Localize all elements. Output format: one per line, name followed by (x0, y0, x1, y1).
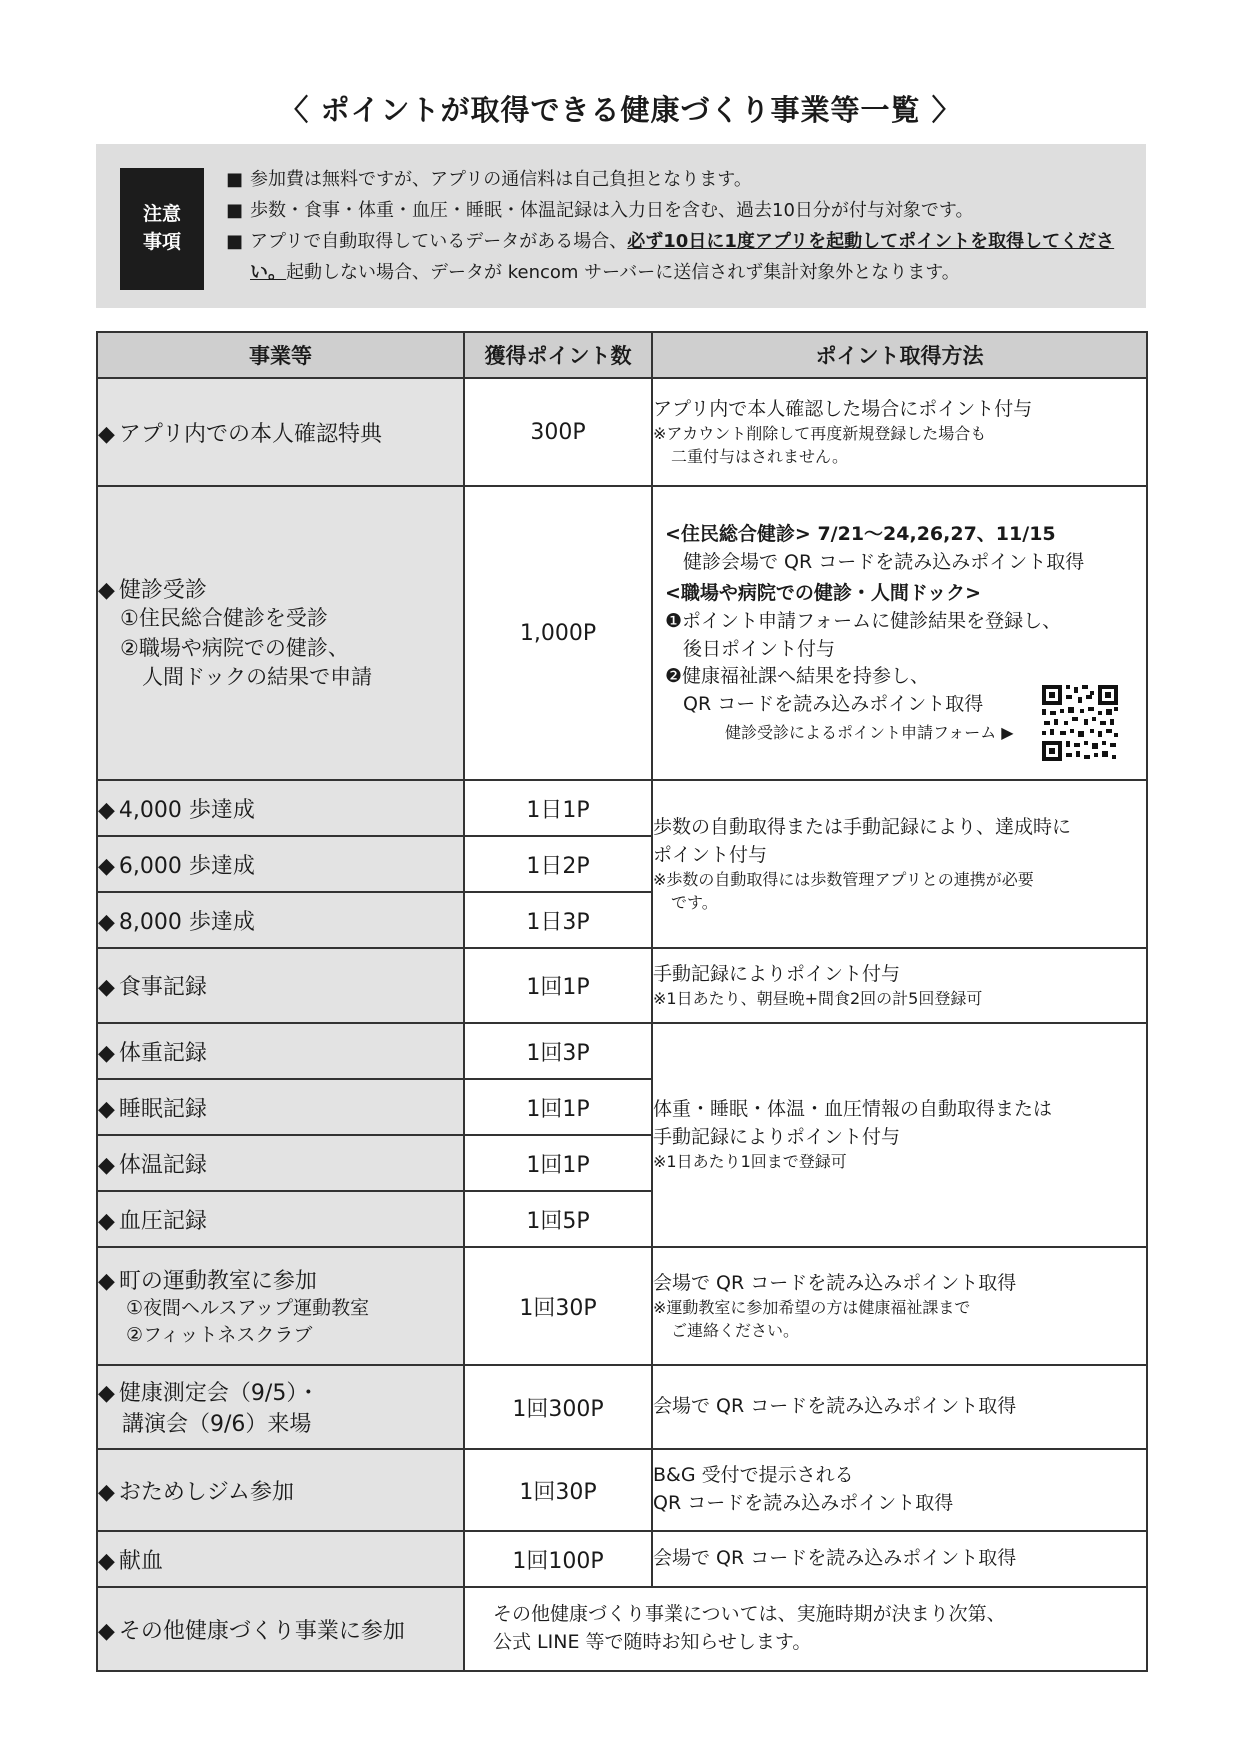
item-name-cell (97, 1023, 464, 1079)
notice-label-line2: 事項 (142, 231, 181, 253)
notice-label-line1: 注意 (142, 203, 181, 226)
method-cell (464, 1587, 1147, 1671)
item-name-cell (97, 1247, 464, 1365)
method-text: B&G 受付で提示される (653, 1464, 854, 1487)
diamond-icon: ◆ (98, 1268, 115, 1294)
table-row (97, 1023, 1147, 1079)
square-bullet-icon: ■ (226, 169, 244, 190)
item-name: 体重記録 (118, 1040, 207, 1066)
points-cell: 1日1P (464, 780, 652, 836)
points-cell: 1回1P (464, 948, 652, 1023)
method-text: QR コードを読み込みポイント取得 (653, 1492, 954, 1514)
method-text: 手動記録によりポイント付与 (653, 962, 901, 985)
diamond-icon: ◆ (98, 1208, 115, 1234)
item-name-cell (97, 1079, 464, 1135)
points-cell: 1回300P (464, 1365, 652, 1449)
item-sub: 人間ドックの結果で申請 (142, 665, 373, 690)
method-text: 公式 LINE 等で随時お知らせします。 (493, 1631, 812, 1653)
method-heading: <職場や病院での健診・人間ドック> (665, 582, 982, 605)
notice-emphasis: 必ず10日に1度アプリを起動してポイントを取得してください。 (250, 231, 1115, 283)
points-cell: 1回1P (464, 1079, 652, 1135)
method-cell (652, 1449, 1147, 1531)
table-header-row (97, 332, 1147, 378)
header-cell: 獲得ポイント数 (464, 332, 652, 378)
table-row (97, 378, 1147, 486)
notice-text: 参加費は無料ですが、アプリの通信料は自己負担となります。 (250, 169, 752, 190)
item-name-cell (97, 1531, 464, 1587)
item-name-cell (97, 1365, 464, 1449)
diamond-icon: ◆ (98, 421, 115, 447)
diamond-icon: ◆ (98, 1096, 115, 1122)
notice-box (96, 144, 1146, 308)
notice-items (226, 164, 1136, 288)
points-table (96, 331, 1148, 1672)
points-cell: 1日2P (464, 836, 652, 892)
item-sub: ①住民総合健診を受診 (120, 606, 328, 631)
diamond-icon: ◆ (98, 909, 115, 935)
method-text: 健診会場で QR コードを読み込みポイント取得 (683, 550, 1085, 573)
method-cell: 会場で QR コードを読み込みポイント取得 (652, 1365, 1147, 1449)
diamond-icon: ◆ (98, 1040, 115, 1066)
method-note: ※1日あたり、朝昼晩+間食2回の計5回登録可 (653, 989, 983, 1009)
points-cell: 1回1P (464, 1135, 652, 1191)
points-cell: 1回30P (464, 1449, 652, 1531)
header-cell: 事業等 (97, 332, 464, 378)
method-cell (652, 948, 1147, 1023)
page-title: 〈 ポイントが取得できる健康づくり事業等一覧 〉 (279, 93, 962, 127)
diamond-icon: ◆ (98, 1381, 115, 1406)
method-text: 手動記録によりポイント付与 (653, 1125, 901, 1148)
method-text: 後日ポイント付与 (683, 637, 836, 660)
method-note: 二重付与はされません。 (671, 446, 848, 466)
method-heading: <住民総合健診> 7/21～24,26,27、11/15 (665, 523, 1056, 546)
table-row (97, 486, 1147, 780)
qr-code-icon[interactable] (1040, 683, 1120, 763)
item-name: 4,000 歩達成 (118, 797, 255, 823)
points-cell: 1日3P (464, 892, 652, 948)
method-text: 歩数の自動取得または手動記録により、達成時に (653, 816, 1072, 839)
item-name-cell (97, 1191, 464, 1247)
method-cell (652, 780, 1147, 948)
notice-label (120, 168, 204, 290)
item-name: おためしジム参加 (118, 1479, 295, 1505)
method-cell (652, 1023, 1147, 1247)
item-name-cell (97, 1587, 464, 1671)
points-cell: 1回100P (464, 1531, 652, 1587)
method-cell: 会場で QR コードを読み込みポイント取得 (652, 1531, 1147, 1587)
diamond-icon: ◆ (98, 975, 115, 1000)
item-name-cell (97, 780, 464, 836)
diamond-icon: ◆ (98, 1618, 115, 1644)
method-note: ご連絡ください。 (671, 1320, 800, 1340)
table-row (97, 948, 1147, 1023)
method-note: ※歩数の自動取得には歩数管理アプリとの連携が必要 (653, 870, 1034, 890)
item-name-cell (97, 948, 464, 1023)
method-cell (652, 1247, 1147, 1365)
points-cell: 1回3P (464, 1023, 652, 1079)
diamond-icon: ◆ (98, 1152, 115, 1178)
item-name-cell (97, 892, 464, 948)
points-cell: 1回5P (464, 1191, 652, 1247)
notice-item (226, 195, 1136, 226)
table-row (97, 780, 1147, 836)
method-cell (652, 486, 1147, 780)
item-name: 町の運動教室に参加 (118, 1268, 317, 1294)
item-name: 体温記録 (118, 1152, 207, 1178)
method-note: ※アカウント削除して再度新規登録した場合も (653, 424, 987, 444)
diamond-icon: ◆ (98, 1548, 115, 1574)
qr-form-label: 健診受診によるポイント申請フォーム ▶ (725, 723, 1014, 743)
item-sub: ②フィットネスクラブ (126, 1323, 313, 1346)
method-text: 体重・睡眠・体温・血圧情報の自動取得または (653, 1098, 1053, 1121)
notice-text: 起動しない場合、データが kencom サーバーに送信されず集計対象外となります。 (286, 262, 960, 283)
item-name: 講演会（9/6）来場 (122, 1412, 312, 1437)
table-row (97, 1247, 1147, 1365)
diamond-icon: ◆ (98, 797, 115, 823)
points-cell: 1,000P (464, 486, 652, 780)
item-name: 健診受診 (118, 578, 207, 604)
points-cell: 300P (464, 378, 652, 486)
points-cell: 1回30P (464, 1247, 652, 1365)
item-name: 6,000 歩達成 (118, 853, 255, 879)
header-cell: ポイント取得方法 (652, 332, 1147, 378)
method-cell (652, 378, 1147, 486)
diamond-icon: ◆ (98, 853, 115, 879)
notice-item (226, 226, 1136, 288)
method-text: ポイント付与 (653, 843, 768, 866)
diamond-icon: ◆ (98, 1479, 115, 1505)
method-text: 会場で QR コードを読み込みポイント取得 (653, 1271, 1017, 1294)
table-row (97, 1531, 1147, 1587)
item-name: 8,000 歩達成 (118, 909, 255, 935)
item-name-cell (97, 1449, 464, 1531)
notice-item (226, 164, 1136, 195)
item-name: 睡眠記録 (118, 1096, 207, 1122)
item-name-cell (97, 378, 464, 486)
square-bullet-icon: ■ (226, 200, 244, 221)
item-name-cell (97, 1135, 464, 1191)
method-text: QR コードを読み込みポイント取得 (683, 692, 984, 715)
item-name: アプリ内での本人確認特典 (118, 421, 383, 447)
item-name: 健康測定会（9/5）・ (118, 1381, 320, 1406)
diamond-icon: ◆ (98, 578, 115, 604)
method-text: その他健康づくり事業については、実施時期が決まり次第、 (493, 1603, 1006, 1626)
item-name: 食事記録 (118, 975, 207, 1000)
square-bullet-icon: ■ (226, 231, 244, 252)
notice-text: 歩数・食事・体重・血圧・睡眠・体温記録は入力日を含む、過去10日分が付与対象です。 (250, 200, 974, 221)
table-row (97, 1587, 1147, 1671)
method-text: ❶ポイント申請フォームに健診結果を登録し、 (665, 610, 1062, 633)
item-name: 献血 (118, 1548, 163, 1574)
method-note: ※1日あたり1回まで登録可 (653, 1152, 847, 1172)
item-name-cell (97, 836, 464, 892)
method-text: アプリ内で本人確認した場合にポイント付与 (653, 397, 1033, 420)
method-text: ❷健康福祉課へ結果を持参し、 (665, 665, 930, 688)
item-name: その他健康づくり事業に参加 (118, 1618, 405, 1644)
notice-text: アプリで自動取得しているデータがある場合、 (250, 231, 628, 252)
item-sub: ①夜間ヘルスアップ運動教室 (126, 1296, 370, 1319)
item-name-cell (97, 486, 464, 780)
method-note: ※運動教室に参加希望の方は健康福祉課まで (653, 1298, 971, 1318)
item-sub: ②職場や病院での健診、 (120, 635, 349, 660)
item-name: 血圧記録 (118, 1208, 207, 1234)
method-note: です。 (671, 892, 718, 912)
table-row (97, 1365, 1147, 1449)
table-row (97, 1449, 1147, 1531)
